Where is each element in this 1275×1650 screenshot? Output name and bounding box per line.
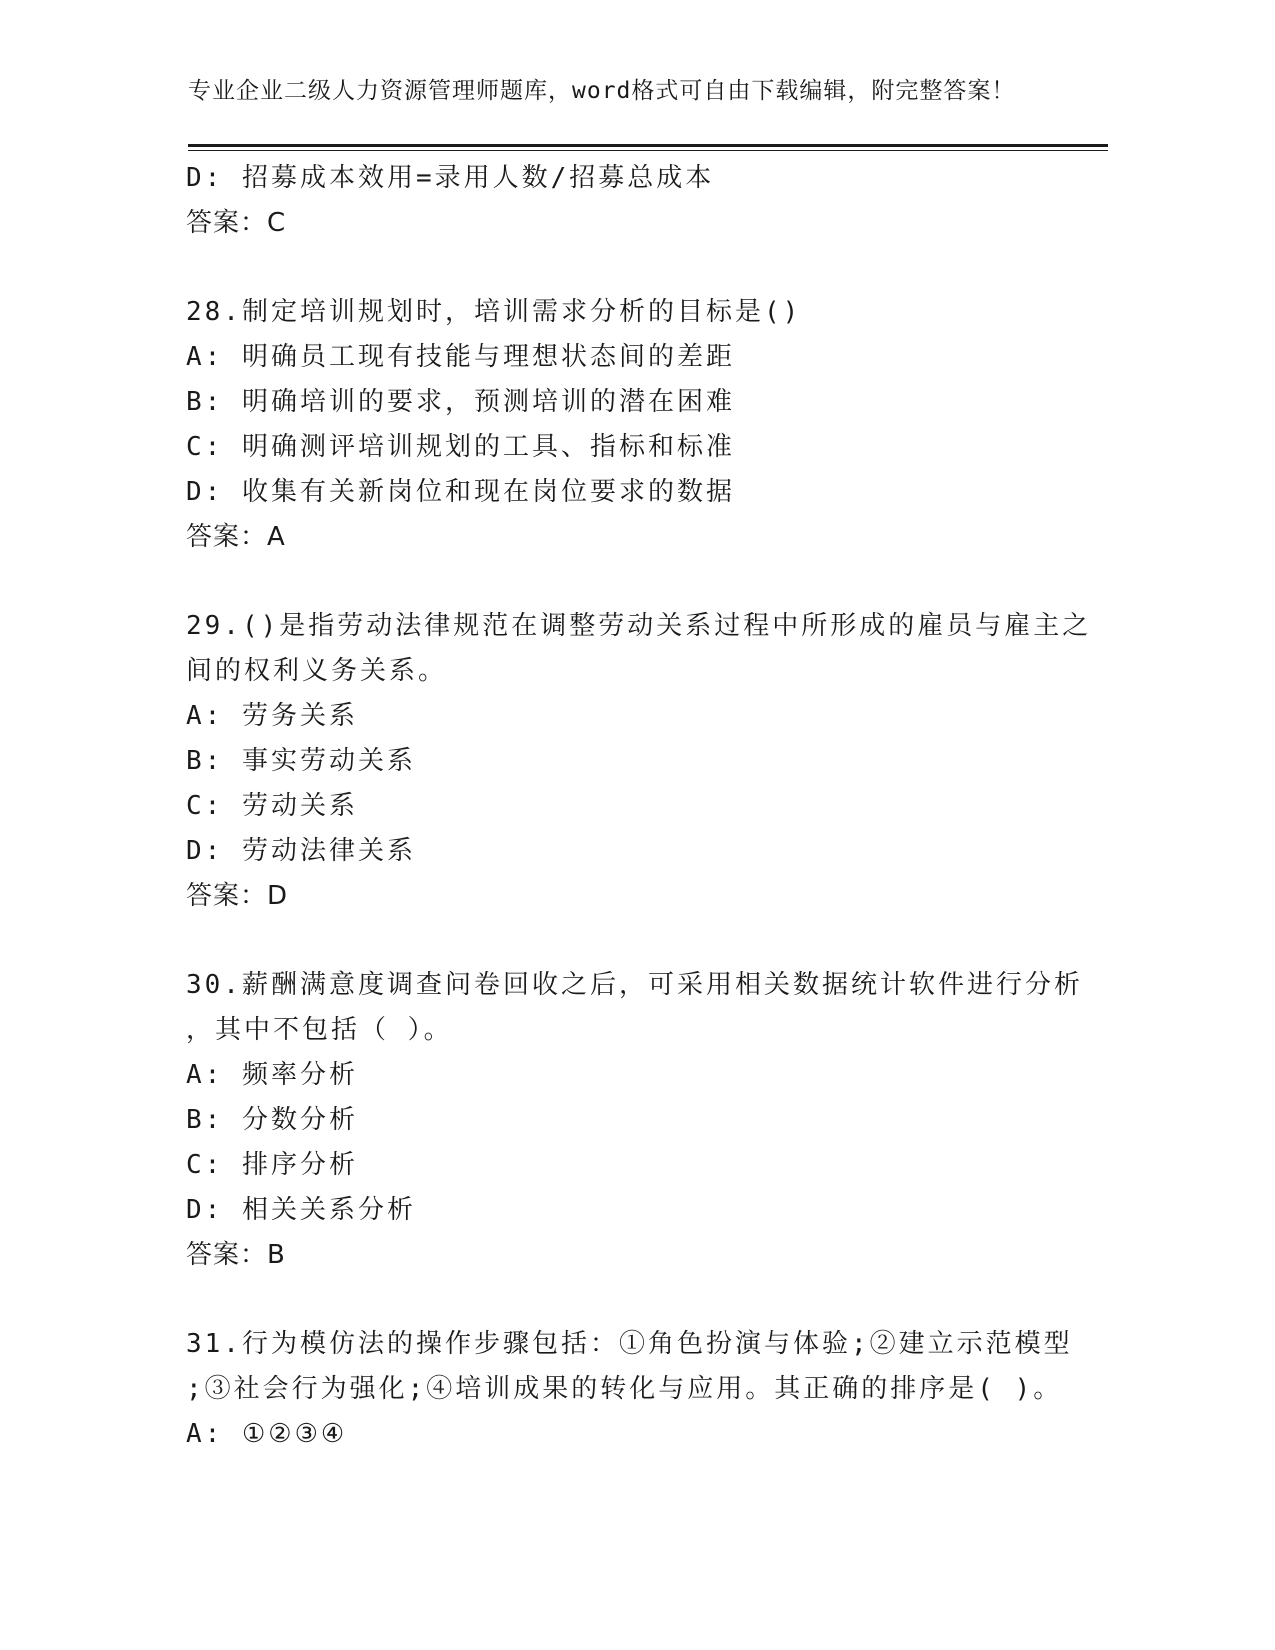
question-30 <box>186 963 1086 1278</box>
page-header: 专业企业二级人力资源管理师题库，word格式可自由下载编辑，附完整答案！ <box>188 78 1016 104</box>
question-stem-cont: 间的权利义务关系。 <box>186 656 448 686</box>
question-stem-cont: ;③社会行为强化;④培训成果的转化与应用。其正确的排序是( )。 <box>186 1374 1063 1404</box>
question-stem: 31.行为模仿法的操作步骤包括：①角色扮演与体验;②建立示范模型 <box>186 1329 1073 1359</box>
header-divider-thin <box>188 150 1108 151</box>
option-b: B: 分数分析 <box>186 1105 358 1135</box>
option-a: A: 频率分析 <box>186 1060 358 1090</box>
option-b: B: 事实劳动关系 <box>186 746 416 776</box>
header-divider-thick <box>188 144 1108 147</box>
option-d: D: 收集有关新岗位和现在岗位要求的数据 <box>186 477 735 507</box>
option-a: A: ①②③④ <box>186 1419 348 1449</box>
option-c: C: 劳动关系 <box>186 791 358 821</box>
answer-line: 答案：C <box>186 208 287 238</box>
document-body <box>186 156 1092 1457</box>
answer-line: 答案：A <box>186 522 286 552</box>
question-28 <box>186 290 1086 560</box>
option-c: C: 明确测评培训规划的工具、指标和标准 <box>186 432 735 462</box>
question-stem: 28.制定培训规划时，培训需求分析的目标是() <box>186 297 802 327</box>
question-31 <box>186 1322 1086 1457</box>
option-b: B: 明确培训的要求，预测培训的潜在困难 <box>186 387 735 417</box>
option-c: C: 排序分析 <box>186 1150 358 1180</box>
option-d: D: 招募成本效用=录用人数/招募总成本 <box>186 163 715 193</box>
question-29 <box>186 604 1092 919</box>
question-stem-cont: ，其中不包括（ ）。 <box>186 1015 453 1045</box>
answer-line: 答案：B <box>186 1240 286 1270</box>
answer-line: 答案：D <box>186 881 289 911</box>
option-a: A: 劳务关系 <box>186 701 358 731</box>
question-stem: 29.()是指劳动法律规范在调整劳动关系过程中所形成的雇员与雇主之 <box>186 611 1092 641</box>
option-a: A: 明确员工现有技能与理想状态间的差距 <box>186 342 735 372</box>
option-d: D: 相关关系分析 <box>186 1195 416 1225</box>
option-d: D: 劳动法律关系 <box>186 836 416 866</box>
question-stem: 30.薪酬满意度调查问卷回收之后，可采用相关数据统计软件进行分析 <box>186 970 1083 1000</box>
